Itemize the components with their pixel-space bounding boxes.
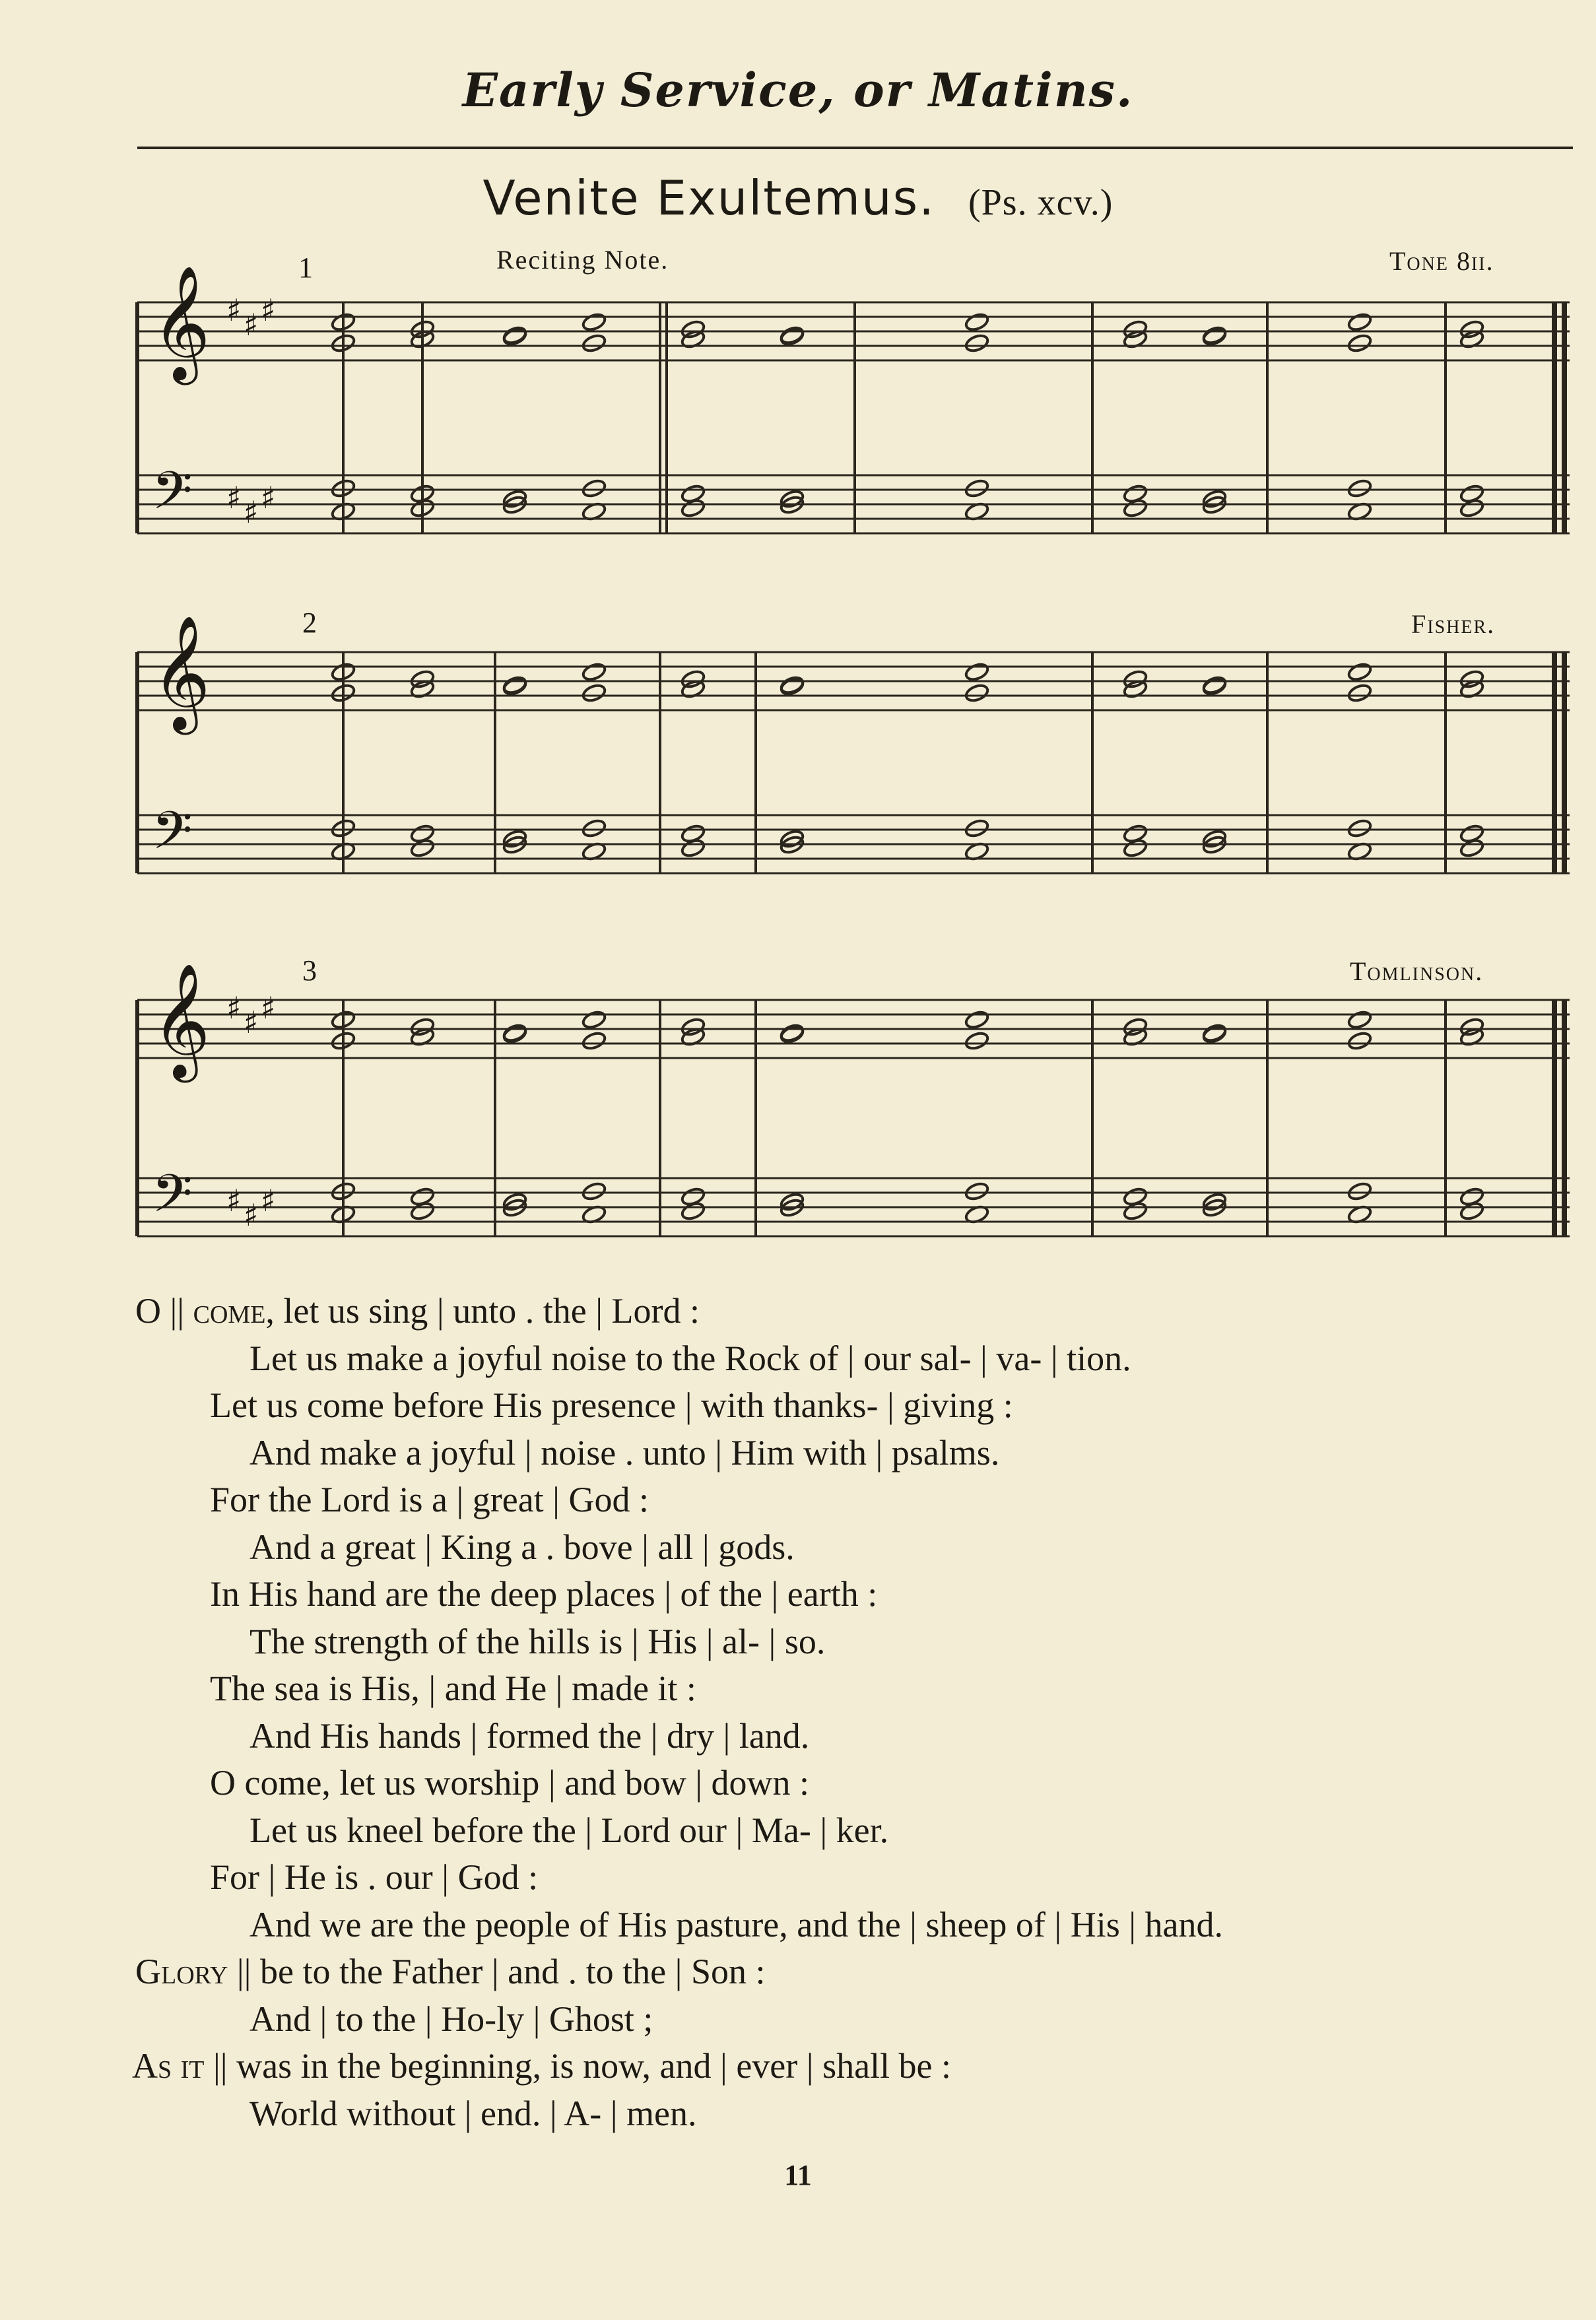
- note-head: [779, 325, 805, 345]
- verse-line: For the Lord is a | great | God :: [210, 1480, 649, 1519]
- system-3-number: 3: [302, 954, 317, 987]
- note-head: [964, 312, 989, 332]
- bass-clef-icon: 𝄢: [152, 460, 193, 534]
- note-head: [581, 312, 607, 332]
- verse-line: For | He is . our | God :: [210, 1857, 539, 1897]
- verse-line: Glory || be to the Father | and . to the | Son :: [135, 1952, 766, 1991]
- note-head: [1201, 1022, 1227, 1043]
- page-number: 11: [784, 2159, 812, 2191]
- bass-clef-icon: 𝄢: [152, 800, 193, 874]
- note-head: [581, 818, 607, 838]
- treble-clef-icon: 𝄞: [152, 615, 211, 730]
- note-head: [779, 1022, 805, 1043]
- note-head: [964, 818, 989, 838]
- note-head: [581, 1030, 607, 1051]
- system-2-number: 2: [302, 607, 317, 639]
- running-header: Early Service, or Matins.: [462, 63, 1134, 117]
- verse-line: And a great | King a . bove | all | gods.: [249, 1527, 795, 1567]
- verse-line: The strength of the hills is | His | al- | so.: [249, 1622, 826, 1661]
- note-head: [1347, 312, 1372, 332]
- sharp-icon: ♯: [261, 292, 276, 328]
- sharp-icon: ♯: [261, 990, 276, 1026]
- note-head: [581, 661, 607, 682]
- note-head: [964, 682, 989, 703]
- note-head: [964, 478, 989, 498]
- note-head: [1347, 478, 1372, 498]
- system-1-attribution: Tone 8ii.: [1389, 246, 1494, 276]
- system-1-number: 1: [298, 251, 313, 284]
- note-head: [1347, 333, 1372, 353]
- note-head: [1347, 818, 1372, 838]
- sharp-icon: ♯: [244, 1197, 259, 1233]
- bass-clef-icon: 𝄢: [152, 1163, 193, 1237]
- treble-clef-icon: 𝄞: [152, 265, 211, 380]
- note-head: [1347, 1009, 1372, 1030]
- verse-line: And make a joyful | noise . unto | Him with | psalms.: [249, 1433, 1000, 1473]
- note-head: [502, 325, 527, 345]
- note-head: [1201, 675, 1227, 695]
- verse-line: O || come, let us sing | unto . the | Lord :: [135, 1291, 700, 1331]
- reciting-note-label: Reciting Note.: [496, 245, 669, 275]
- note-head: [964, 333, 989, 353]
- note-head: [1201, 325, 1227, 345]
- sharp-icon: ♯: [226, 292, 242, 328]
- sharp-icon: ♯: [244, 307, 259, 343]
- note-head: [581, 333, 607, 353]
- verse-line: And we are the people of His pasture, and the | sheep of | His | hand.: [249, 1905, 1224, 1944]
- note-head: [581, 478, 607, 498]
- note-head: [581, 682, 607, 703]
- sharp-icon: ♯: [244, 494, 259, 530]
- sharp-icon: ♯: [226, 480, 242, 515]
- note-head: [964, 1009, 989, 1030]
- system-2-attribution: Fisher.: [1411, 609, 1496, 639]
- verse-line: World without | end. | A- | men.: [249, 2094, 697, 2133]
- psalm-reference: (Ps. xcv.): [968, 182, 1114, 223]
- note-head: [581, 1009, 607, 1030]
- verse-line: And | to the | Ho-ly | Ghost ;: [249, 1999, 653, 2039]
- note-head: [1347, 1030, 1372, 1051]
- system-3-attribution: Tomlinson.: [1350, 956, 1484, 986]
- treble-clef-icon: 𝄞: [152, 963, 211, 1078]
- verse-line: And His hands | formed the | dry | land.: [249, 1716, 810, 1756]
- verse-line: In His hand are the deep places | of the | earth :: [210, 1574, 878, 1614]
- verse-line: The sea is His, | and He | made it :: [210, 1669, 696, 1708]
- sharp-icon: ♯: [261, 480, 276, 515]
- chant-title: Venite Exultemus.: [482, 170, 935, 226]
- sharp-icon: ♯: [226, 1183, 242, 1218]
- sharp-icon: ♯: [244, 1005, 259, 1040]
- verse-line: As it || was in the beginning, is now, and | ever | shall be :: [132, 2046, 952, 2086]
- sharp-icon: ♯: [226, 990, 242, 1026]
- note-head: [964, 661, 989, 682]
- note-head: [1347, 661, 1372, 682]
- note-head: [581, 1181, 607, 1201]
- verse-line: O come, let us worship | and bow | down :: [210, 1763, 810, 1803]
- verse-line: Let us come before His presence | with thanks- | giving :: [210, 1385, 1013, 1425]
- sharp-icon: ♯: [261, 1183, 276, 1218]
- note-head: [502, 1022, 527, 1043]
- note-head: [964, 1181, 989, 1201]
- note-head: [779, 675, 805, 695]
- note-head: [1347, 682, 1372, 703]
- verse-line: Let us make a joyful noise to the Rock of | our sal- | va- | tion.: [249, 1339, 1131, 1378]
- note-head: [1347, 1181, 1372, 1201]
- note-head: [502, 675, 527, 695]
- verse-line: Let us kneel before the | Lord our | Ma- | ker.: [249, 1810, 889, 1850]
- note-head: [964, 1030, 989, 1051]
